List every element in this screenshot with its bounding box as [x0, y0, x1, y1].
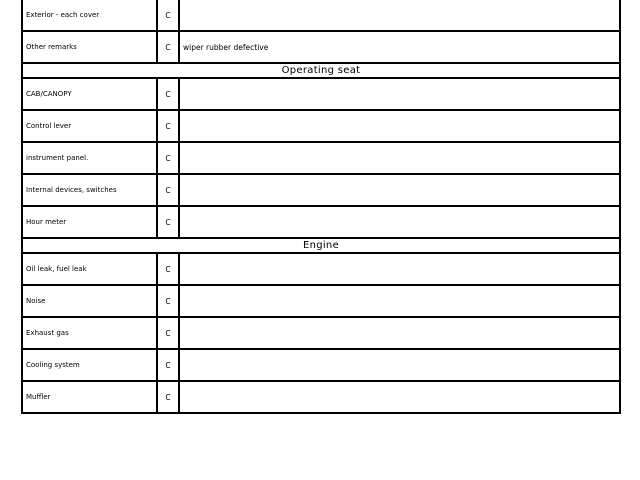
item-grade: C — [157, 381, 179, 413]
item-remark — [179, 0, 620, 31]
item-label: Hour meter — [22, 206, 157, 238]
item-remark — [179, 285, 620, 317]
section-header-engine — [22, 238, 620, 253]
item-label: Exhaust gas — [22, 317, 157, 349]
table-row — [22, 174, 620, 206]
inspection-sheet — [21, 0, 619, 414]
table-row — [22, 349, 620, 381]
section-header-operating-seat — [22, 63, 620, 78]
item-label: Noise — [22, 285, 157, 317]
item-grade: C — [157, 78, 179, 110]
item-label: CAB/CANOPY — [22, 78, 157, 110]
item-grade: C — [157, 0, 179, 31]
item-label: Internal devices, switches — [22, 174, 157, 206]
table-row — [22, 381, 620, 413]
item-grade: C — [157, 142, 179, 174]
item-label: Exterior - each cover — [22, 0, 157, 31]
item-grade: C — [157, 253, 179, 285]
item-grade: C — [157, 110, 179, 142]
item-grade: C — [157, 317, 179, 349]
item-grade: C — [157, 206, 179, 238]
table-row — [22, 0, 620, 31]
table-row — [22, 78, 620, 110]
item-remark — [179, 349, 620, 381]
table-row — [22, 110, 620, 142]
item-label: instrument panel. — [22, 142, 157, 174]
table-row — [22, 285, 620, 317]
item-grade: C — [157, 174, 179, 206]
item-remark — [179, 317, 620, 349]
section-title: Operating seat — [22, 63, 620, 78]
item-label: Control lever — [22, 110, 157, 142]
item-grade: C — [157, 31, 179, 63]
item-label: Cooling system — [22, 349, 157, 381]
table-row — [22, 317, 620, 349]
item-label: Oil leak, fuel leak — [22, 253, 157, 285]
item-remark: wiper rubber defective — [179, 31, 620, 63]
table-row — [22, 206, 620, 238]
table-row — [22, 142, 620, 174]
item-remark — [179, 253, 620, 285]
item-label: Muffler — [22, 381, 157, 413]
item-remark — [179, 78, 620, 110]
item-label: Other remarks — [22, 31, 157, 63]
inspection-table — [21, 0, 621, 414]
table-row — [22, 253, 620, 285]
item-remark — [179, 110, 620, 142]
section-title: Engine — [22, 238, 620, 253]
table-row — [22, 31, 620, 63]
item-remark — [179, 174, 620, 206]
item-remark — [179, 142, 620, 174]
item-grade: C — [157, 285, 179, 317]
item-remark — [179, 381, 620, 413]
item-remark — [179, 206, 620, 238]
item-grade: C — [157, 349, 179, 381]
